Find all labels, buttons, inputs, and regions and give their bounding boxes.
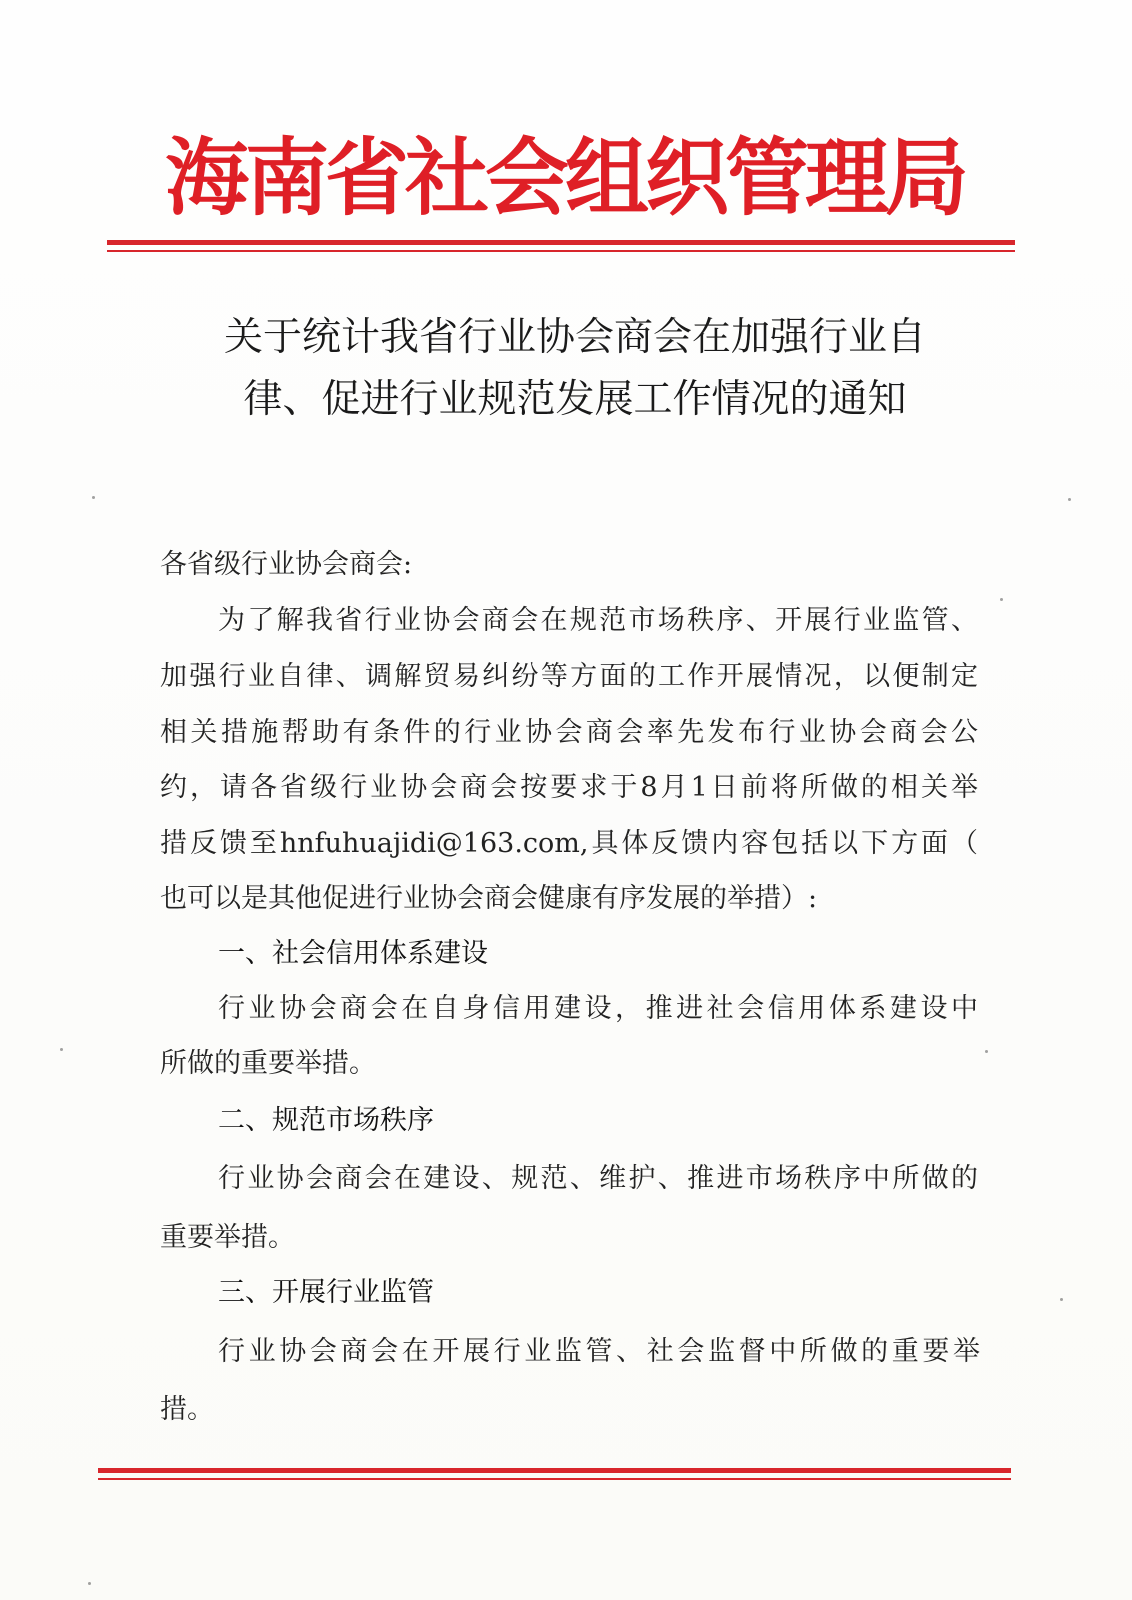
section-3-line: 行业协会商会在开展行业监管、社会监督中所做的重要举: [218, 1336, 980, 1367]
scan-speck: [1068, 498, 1071, 501]
document-title-line-1: 关于统计我省行业协会商会在加强行业自: [223, 315, 926, 360]
section-heading-2: 二、规范市场秩序: [218, 1105, 434, 1136]
org-masthead: 海南省社会组织管理局: [165, 128, 966, 227]
intro-line: 为了解我省行业协会商会在规范市场秩序、开展行业监管、: [218, 605, 978, 636]
intro-line: 措反馈至hnfuhuajidi@163.com,具体反馈内容包括以下方面（: [160, 828, 978, 859]
scan-speck: [92, 496, 95, 499]
section-1-line: 行业协会商会在自身信用建设，推进社会信用体系建设中: [218, 993, 978, 1024]
salutation: 各省级行业协会商会:: [160, 549, 413, 580]
intro-line: 加强行业自律、调解贸易纠纷等方面的工作开展情况，以便制定: [160, 661, 978, 692]
section-3-line: 措。: [160, 1394, 214, 1425]
scan-speck: [985, 1050, 988, 1053]
footer-rule-thick: [98, 1468, 1011, 1473]
section-heading-3: 三、开展行业监管: [218, 1277, 434, 1308]
section-2-line: 行业协会商会在建设、规范、维护、推进市场秩序中所做的: [218, 1163, 978, 1194]
scan-speck: [1060, 1298, 1063, 1301]
scan-speck: [88, 1582, 91, 1585]
header-rule-thin: [107, 250, 1015, 252]
section-2-line: 重要举措。: [160, 1222, 295, 1253]
intro-line: 相关措施帮助有条件的行业协会商会率先发布行业协会商会公: [160, 717, 978, 748]
intro-line: 也可以是其他促进行业协会商会健康有序发展的举措）:: [160, 883, 818, 914]
section-1-line: 所做的重要举措。: [160, 1048, 376, 1079]
intro-line: 约，请各省级行业协会商会按要求于8月1日前将所做的相关举: [160, 772, 978, 803]
scan-speck: [1000, 598, 1003, 601]
document-title-line-2: 律、促进行业规范发展工作情况的通知: [243, 377, 907, 422]
header-rule-thick: [107, 240, 1015, 245]
scan-speck: [60, 1048, 63, 1051]
footer-rule-thin: [98, 1478, 1011, 1480]
section-heading-1: 一、社会信用体系建设: [218, 938, 488, 969]
